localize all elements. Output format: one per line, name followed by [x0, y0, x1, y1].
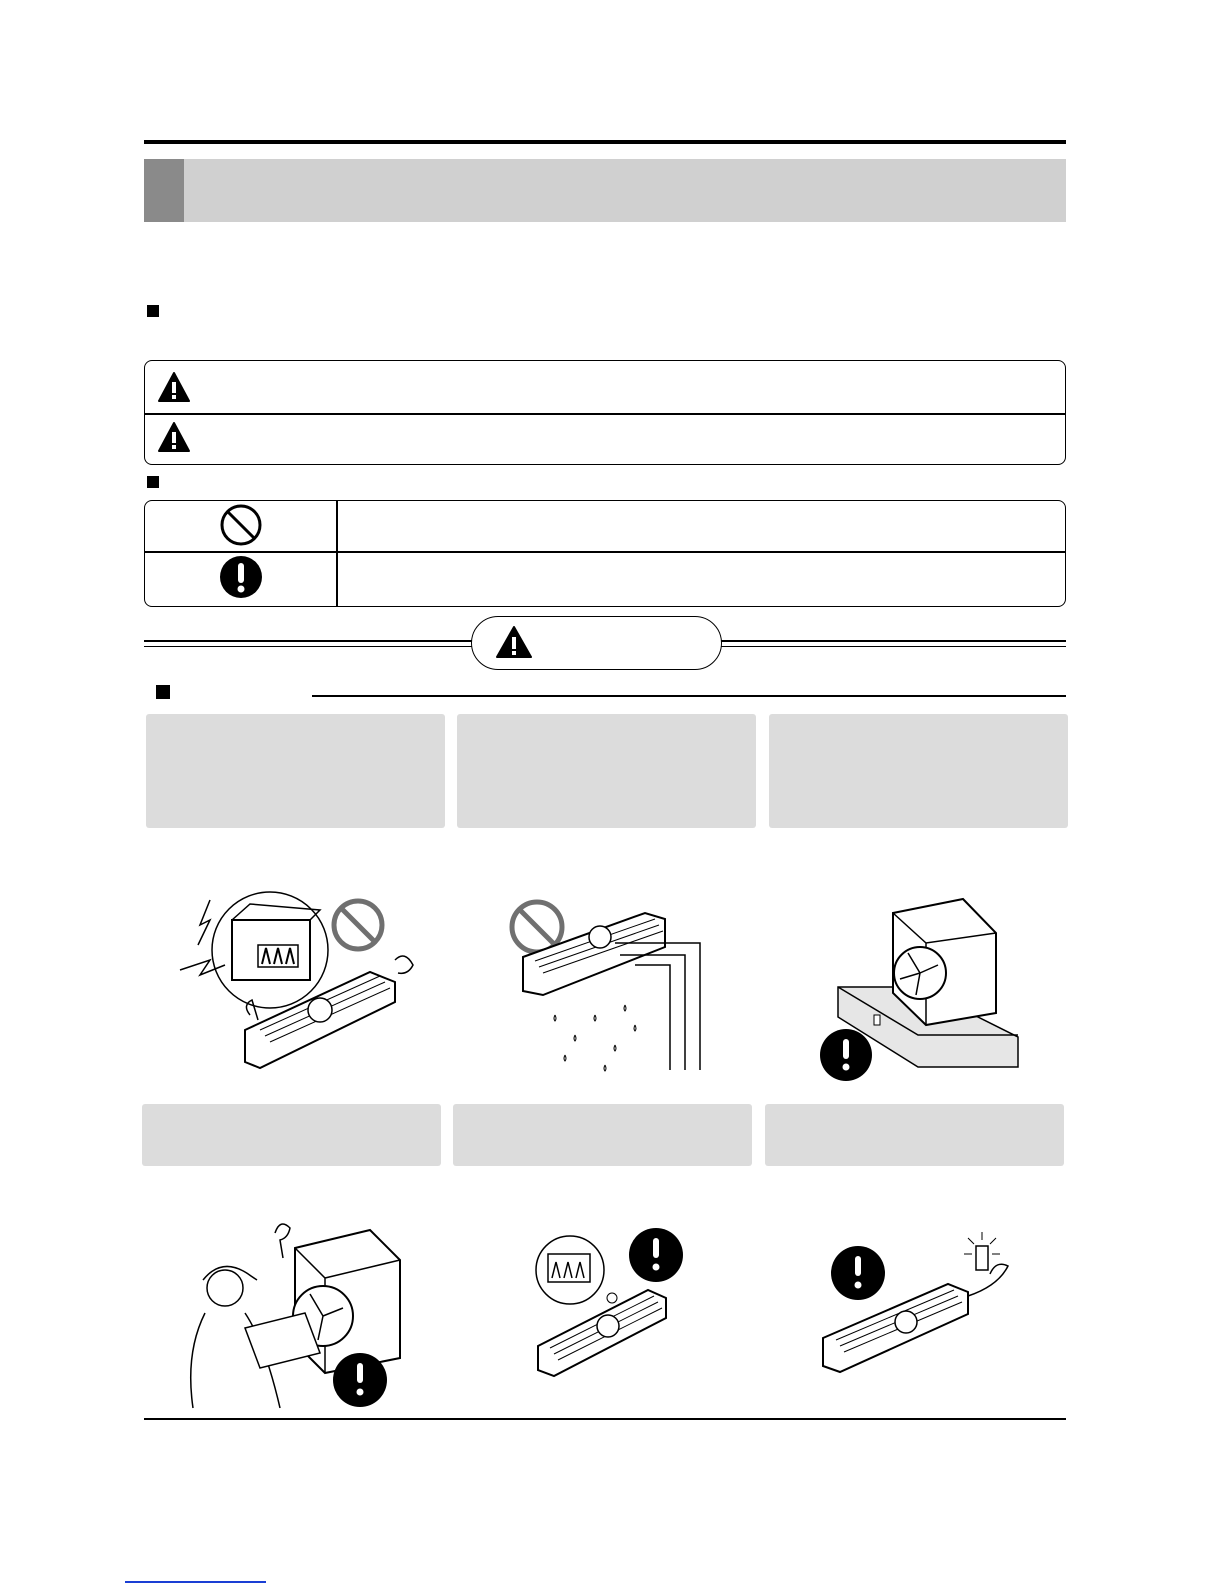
subsection-rule: [312, 695, 1066, 697]
use-dedicated-circuit-illustration: [528, 1226, 688, 1401]
instruction-panel-3: [769, 714, 1068, 828]
instruction-panel-2: [457, 714, 756, 828]
bullet-square: [147, 476, 159, 488]
symbol-legend-column-divider: [336, 500, 338, 607]
install-on-stable-base-illustration: [818, 895, 1028, 1080]
instruction-panel-4: [142, 1104, 441, 1166]
mandatory-exclamation-icon: [219, 555, 263, 599]
legend-divider: [144, 413, 1066, 415]
symbol-legend-table: [144, 500, 1066, 607]
caution-heading-triangle-icon: [496, 625, 532, 659]
subsection-bullet-square: [156, 685, 170, 699]
check-fuse-illustration: [818, 1226, 1033, 1401]
prohibited-circle-icon: [219, 503, 263, 547]
instruction-panel-6: [765, 1104, 1064, 1166]
symbol-legend-divider: [144, 551, 1066, 553]
instruction-panel-1: [146, 714, 445, 828]
footer-rule: [144, 1418, 1066, 1420]
ask-dealer-for-installation-illustration: [185, 1218, 410, 1413]
instruction-panel-5: [453, 1104, 752, 1166]
footer-link-underline[interactable]: [125, 1581, 266, 1583]
section-title-banner: [144, 159, 1066, 222]
header-top-rule: [144, 140, 1066, 144]
section-title-tab: [144, 159, 184, 222]
bullet-square: [147, 305, 159, 317]
warning-triangle-icon: [158, 371, 190, 403]
caution-triangle-icon: [158, 421, 190, 453]
do-not-use-power-switch-illustration: [170, 890, 420, 1085]
do-not-install-near-water-illustration: [505, 895, 705, 1075]
